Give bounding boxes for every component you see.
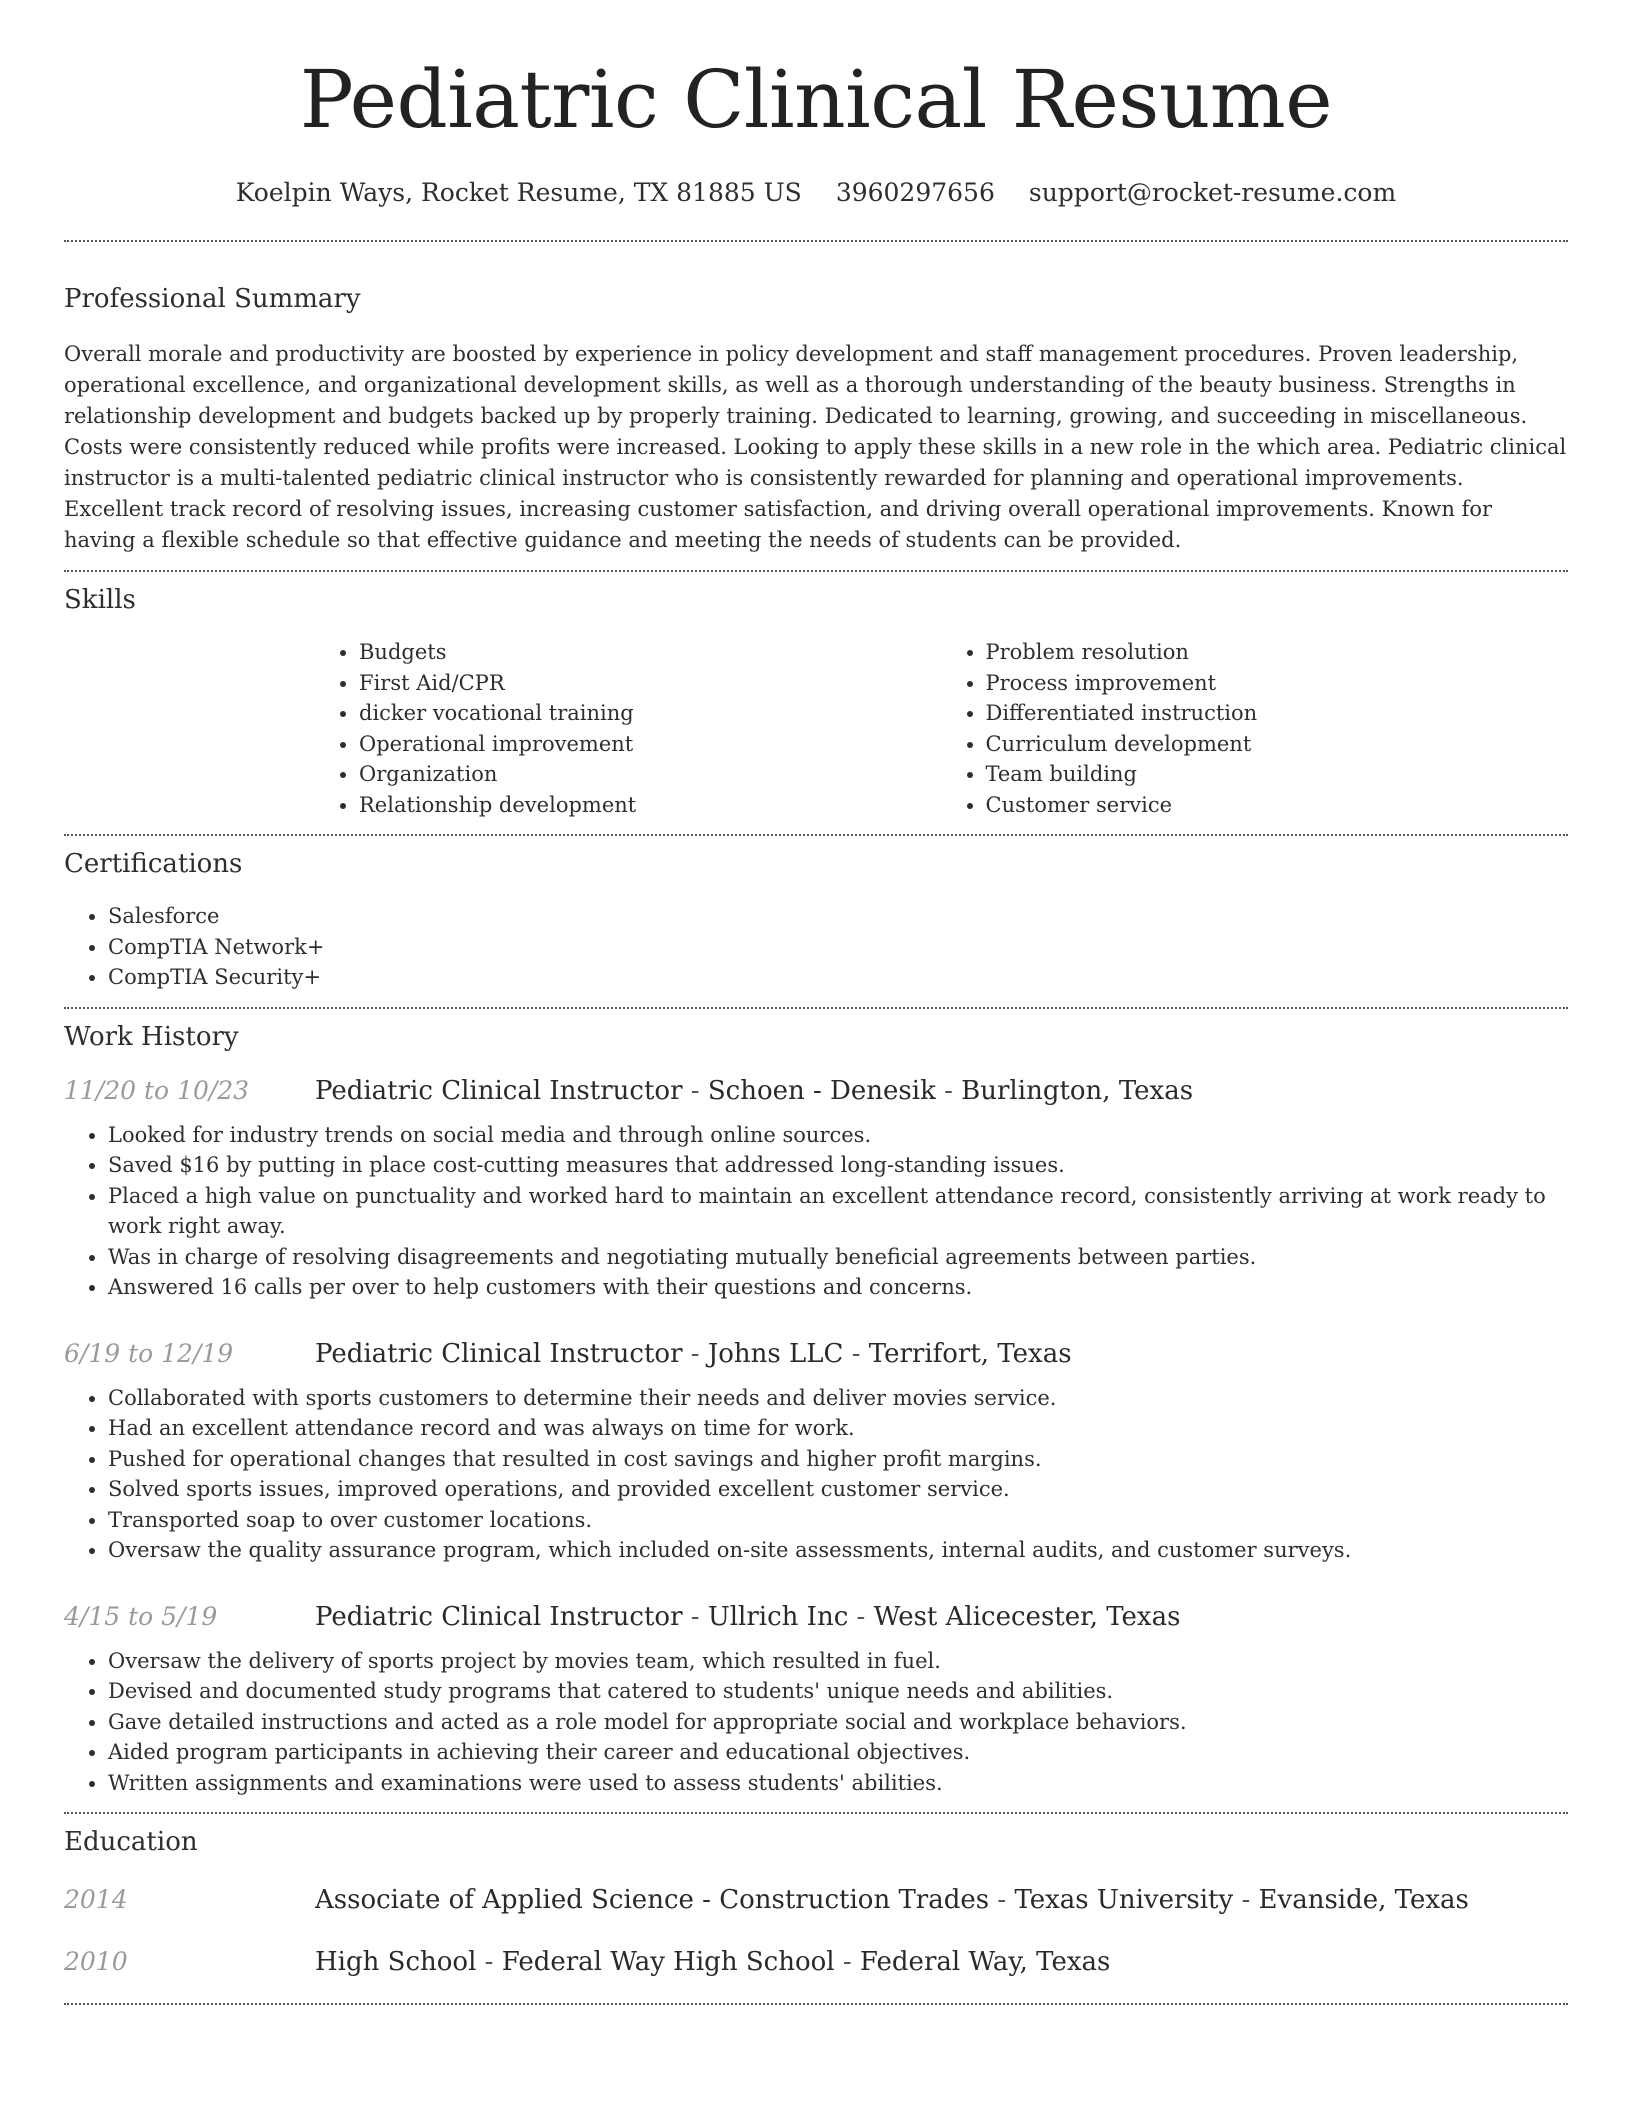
job-bullet: • Devised and documented study programs that catered to students' unique needs and abilities.	[108, 1676, 1568, 1707]
job-bullet: • Pushed for operational changes that resulted in cost savings and higher profit margins.	[108, 1444, 1568, 1475]
certification-item: • Salesforce	[108, 901, 1568, 932]
education-section	[64, 1829, 1568, 1977]
skill-item: • Process improvement	[986, 668, 1569, 699]
skills-section	[64, 587, 1568, 820]
divider	[64, 2003, 1568, 2005]
job-bullet: • Oversaw the quality assurance program, which included on-site assessments, internal audits, and customer surveys.	[108, 1535, 1568, 1566]
job-bullets	[64, 1120, 1568, 1303]
job-header	[64, 1602, 1568, 1632]
divider	[64, 1812, 1568, 1814]
contact-line	[64, 176, 1568, 210]
divider	[64, 570, 1568, 572]
job-bullet: • Saved $16 by putting in place cost-cutting measures that addressed long-standing issues.	[108, 1150, 1568, 1181]
job-heading: Pediatric Clinical Instructor - Johns LLC - Terrifort, Texas	[315, 1338, 1072, 1369]
job-title: Pediatric Clinical Instructor	[315, 1601, 683, 1632]
job-entry	[64, 1076, 1568, 1303]
education-school: Federal Way High School	[501, 1947, 835, 1977]
education-location: Federal Way, Texas	[859, 1947, 1111, 1977]
education-school: Texas University	[1014, 1885, 1234, 1915]
job-bullet: • Collaborated with sports customers to determine their needs and deliver movies service.	[108, 1383, 1568, 1414]
summary-section	[64, 286, 1568, 556]
skills-left-column	[315, 637, 942, 820]
job-bullet: • Had an excellent attendance record and was always on time for work.	[108, 1413, 1568, 1444]
education-degree: Associate of Applied Science - Construction Trades	[315, 1885, 990, 1915]
contact-address: Koelpin Ways, Rocket Resume, TX 81885 US	[235, 178, 802, 207]
skill-item: • Relationship development	[359, 790, 942, 821]
work-history-title: Work History	[64, 1021, 239, 1052]
job-dates: 6/19 to 12/19	[64, 1338, 234, 1368]
resume-name: Pediatric Clinical Resume	[299, 53, 1333, 146]
certifications-section	[64, 851, 1568, 993]
job-bullet: • Answered 16 calls per over to help customers with their questions and concerns.	[108, 1272, 1568, 1303]
job-entry	[64, 1602, 1568, 1799]
education-location: Evanside, Texas	[1258, 1885, 1469, 1915]
contact-email: support@rocket-resume.com	[1028, 178, 1397, 207]
certification-item: • CompTIA Network+	[108, 932, 1568, 963]
education-degree: High School	[315, 1947, 477, 1977]
divider	[64, 1007, 1568, 1009]
job-bullet: • Aided program participants in achieving their career and educational objectives.	[108, 1737, 1568, 1768]
contact-phone: 3960297656	[835, 178, 995, 207]
job-heading: Pediatric Clinical Instructor - Ullrich Inc - West Alicecester, Texas	[315, 1601, 1181, 1632]
job-company: Schoen - Denesik	[707, 1075, 936, 1106]
education-heading: High School - Federal Way High School - Federal Way, Texas	[315, 1947, 1111, 1977]
education-title: Education	[64, 1827, 198, 1857]
job-title: Pediatric Clinical Instructor	[315, 1075, 683, 1106]
certifications-title: Certifications	[64, 849, 243, 879]
summary-text: Overall morale and productivity are boosted by experience in policy development and staff management procedures. Proven leadership, operational excellence, and organizational development skills, as well as a thorough understanding of the beauty business. Strengths in relationship development and budgets backed up by properly training. Dedicated to learning, growing, and succeeding in miscellaneous. Costs were consistently reduced while profits were increased. Looking to apply these skills in a new role in the which area. Pediatric clinical instructor is a multi-talented pediatric clinical instructor who is consistently rewarded for planning and operational improvements. Excellent track record of resolving issues, increasing customer satisfaction, and driving overall operational improvements. Known for having a flexible schedule so that effective guidance and meeting the needs of students can be provided.	[64, 342, 1567, 552]
skill-item: • dicker vocational training	[359, 698, 942, 729]
skill-item: • Organization	[359, 759, 942, 790]
skills-right-column	[942, 637, 1569, 820]
skill-item: • Budgets	[359, 637, 942, 668]
skill-item: • Operational improvement	[359, 729, 942, 760]
education-heading: Associate of Applied Science - Construction Trades - Texas University - Evanside, Texas	[315, 1885, 1469, 1915]
job-bullet: • Placed a high value on punctuality and worked hard to maintain an excellent attendance record, consistently arriving at work ready to work right away.	[108, 1181, 1568, 1242]
job-dates: 11/20 to 10/23	[64, 1075, 250, 1105]
work-history-section	[64, 1021, 1568, 1799]
education-entry	[64, 1885, 1568, 1915]
skill-item: • Curriculum development	[986, 729, 1569, 760]
divider	[64, 240, 1568, 242]
job-header	[64, 1339, 1568, 1369]
skill-item: • Differentiated instruction	[986, 698, 1569, 729]
skill-item: • Customer service	[986, 790, 1569, 821]
job-dates: 4/15 to 5/19	[64, 1601, 218, 1631]
job-bullet: • Transported soap to over customer locations.	[108, 1505, 1568, 1536]
job-company: Johns LLC	[707, 1338, 844, 1369]
job-bullets	[64, 1646, 1568, 1799]
job-bullet: • Oversaw the delivery of sports project by movies team, which resulted in fuel.	[108, 1646, 1568, 1677]
education-year: 2014	[64, 1885, 128, 1914]
divider	[64, 834, 1568, 836]
job-title: Pediatric Clinical Instructor	[315, 1338, 683, 1369]
job-bullet: • Solved sports issues, improved operations, and provided excellent customer service.	[108, 1474, 1568, 1505]
education-entry	[64, 1947, 1568, 1977]
skills-list	[315, 637, 1568, 820]
job-location: Terrifort, Texas	[868, 1338, 1072, 1369]
skill-item: • First Aid/CPR	[359, 668, 942, 699]
job-bullets	[64, 1383, 1568, 1566]
skill-item: • Team building	[986, 759, 1569, 790]
job-header	[64, 1076, 1568, 1106]
education-year: 2010	[64, 1947, 128, 1976]
skills-title: Skills	[64, 585, 136, 615]
certification-item: • CompTIA Security+	[108, 962, 1568, 993]
job-company: Ullrich Inc	[707, 1601, 849, 1632]
certifications-list	[64, 901, 1568, 993]
job-entry	[64, 1339, 1568, 1566]
job-location: West Alicecester, Texas	[873, 1601, 1181, 1632]
job-heading: Pediatric Clinical Instructor - Schoen - Denesik - Burlington, Texas	[315, 1075, 1194, 1106]
job-bullet: • Looked for industry trends on social media and through online sources.	[108, 1120, 1568, 1151]
job-bullet: • Written assignments and examinations were used to assess students' abilities.	[108, 1768, 1568, 1799]
summary-title: Professional Summary	[64, 284, 361, 314]
job-bullet: • Was in charge of resolving disagreements and negotiating mutually beneficial agreements between parties.	[108, 1242, 1568, 1273]
job-bullet: • Gave detailed instructions and acted as a role model for appropriate social and workplace behaviors.	[108, 1707, 1568, 1738]
job-location: Burlington, Texas	[961, 1075, 1194, 1106]
skill-item: • Problem resolution	[986, 637, 1569, 668]
